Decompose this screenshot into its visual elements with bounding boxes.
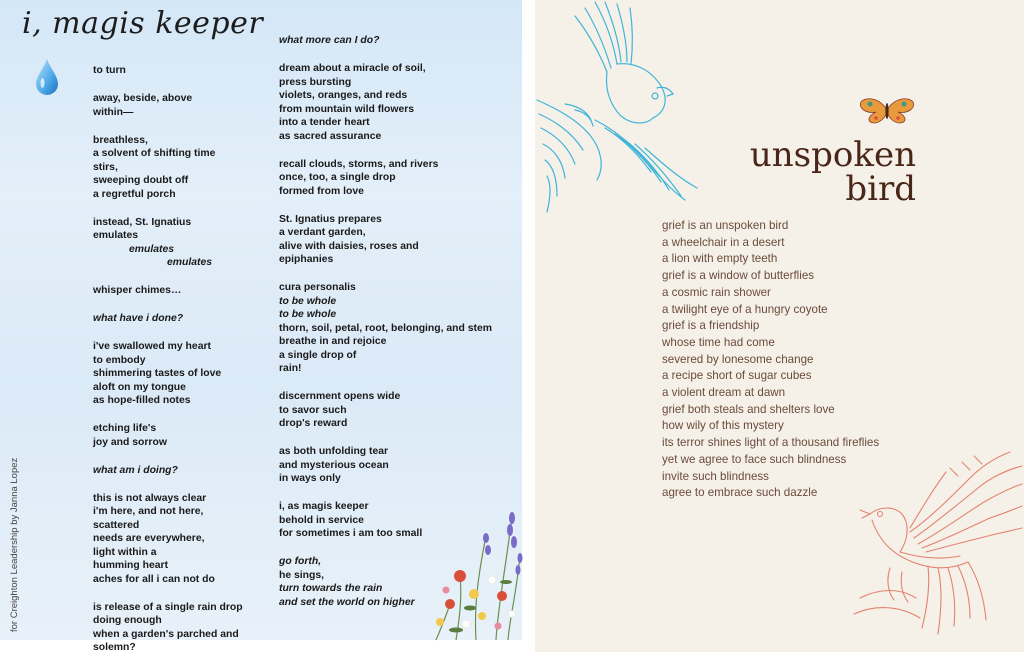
poem-line: rain! (279, 363, 302, 374)
water-drop-icon (34, 58, 60, 96)
poem-line: for sometimes i am too small (279, 528, 423, 539)
red-bird-illustration (850, 448, 1024, 640)
left-poem-page (0, 0, 522, 653)
poem-line: when a garden's parched and (93, 628, 239, 640)
poem-line: humming heart (93, 560, 169, 571)
poem-line: stirs, (93, 161, 118, 173)
poem-line: discernment opens wide (279, 391, 401, 402)
poem-line: is release of a single rain drop (93, 601, 243, 613)
poem-line: alive with daisies, roses and (279, 240, 419, 252)
poem-line: and set the world on higher (279, 596, 415, 608)
poem-line: a regretful porch (93, 188, 176, 200)
poem-line: doing enough (93, 615, 162, 626)
poem-line: violets, oranges, and reds (279, 90, 408, 101)
poem-line: needs are everywhere, (93, 533, 205, 544)
poem-line: turn towards the rain (279, 583, 383, 594)
poem-line: solemn? (93, 642, 136, 653)
blue-bird-illustration (535, 0, 705, 215)
poem-line: sweeping doubt off (93, 175, 189, 186)
poem-line: what am i doing? (93, 464, 178, 476)
poem-line: St. Ignatius prepares (279, 213, 382, 225)
poem-line: etching life's (93, 423, 157, 434)
poem-line: joy and sorrow (93, 436, 167, 448)
poem-line: a wheelchair in a desert (662, 235, 785, 249)
right-title-line-1: unspoken (749, 135, 916, 175)
poem-line: from mountain wild flowers (279, 103, 415, 115)
poem-line: go forth, (279, 556, 322, 567)
poem-line: this is not always clear (93, 492, 207, 504)
poem-line: a single drop of (279, 349, 357, 361)
poem-line: and mysterious ocean (279, 459, 389, 471)
poem-line: a cosmic rain shower (662, 285, 771, 299)
poem-line: aches for all i can not do (93, 573, 215, 585)
poem-line: drop's reward (279, 418, 348, 429)
poem-line: as hope-filled notes (93, 395, 191, 406)
poem-line: recall clouds, storms, and rivers (279, 158, 439, 170)
poem-line: thorn, soil, petal, root, belonging, and stem (279, 322, 493, 334)
poem-line: how wily of this mystery (662, 419, 784, 433)
left-poem-title: i, magis keeper (22, 6, 264, 41)
poem-line: dream about a miracle of soil, (279, 63, 426, 74)
poem-line: in ways only (279, 473, 341, 484)
poem-line: emulates (167, 257, 213, 268)
poem-line: whose time had come (662, 335, 775, 349)
poem-line: to be whole (279, 309, 337, 320)
poem-line: a verdant garden, (279, 227, 366, 238)
poem-line: away, beside, above (93, 93, 193, 104)
poem-line: a lion with empty teeth (662, 252, 778, 266)
poem-line: breathless, (93, 134, 148, 146)
poem-line: what have i done? (93, 313, 184, 324)
poem-line: i, as magis keeper (279, 501, 369, 512)
unspoken-bird-poem (662, 218, 879, 502)
poem-line: a twilight eye of a hungry coyote (662, 302, 828, 316)
poem-line: to be whole (279, 295, 337, 307)
poem-line: grief both steals and shelters love (662, 402, 835, 416)
poem-line: epiphanies (279, 254, 334, 265)
poem-line: formed from love (279, 185, 364, 197)
poem-column-1 (93, 64, 273, 669)
poem-line: what more can I do? (279, 35, 380, 46)
poem-line: once, too, a single drop (279, 172, 396, 183)
poem-line: to savor such (279, 404, 347, 416)
poem-line: behold in service (279, 514, 364, 526)
poem-line: severed by lonesome change (662, 352, 814, 366)
poem-line: a solvent of shifting time (93, 148, 216, 159)
poem-line: as sacred assurance (279, 130, 382, 142)
right-poem-title (740, 135, 916, 209)
poem-line: i'm here, and not here, (93, 506, 204, 517)
butterfly-icon (858, 96, 916, 124)
poem-line: a violent dream at dawn (662, 386, 786, 400)
poem-line: as both unfolding tear (279, 446, 389, 457)
poem-line: aloft on my tongue (93, 381, 186, 393)
author-credit: for Creighton Leadership by Janna Lopez (9, 457, 20, 632)
poem-line: i've swallowed my heart (93, 341, 211, 352)
poem-line: scattered (93, 519, 140, 531)
poem-line: into a tender heart (279, 117, 370, 128)
poem-line: press bursting (279, 76, 352, 88)
poem-line: cura personalis (279, 282, 356, 293)
poem-line: emulates (93, 230, 139, 241)
poem-line: instead, St. Ignatius (93, 216, 192, 228)
poem-line: its terror shines light of a thousand fireflies (662, 436, 880, 450)
wildflowers-illustration (416, 496, 522, 640)
poem-line: invite such blindness (662, 469, 769, 483)
poem-line: agree to embrace such dazzle (662, 486, 818, 500)
right-title-line-2: bird (845, 169, 916, 209)
poem-line: to turn (93, 65, 126, 76)
poem-line: whisper chimes… (93, 285, 182, 296)
poem-line: grief is a friendship (662, 319, 760, 333)
poem-line: within— (93, 106, 134, 118)
poem-line: he sings, (279, 569, 325, 581)
poem-line: light within a (93, 546, 157, 558)
poem-line: grief is a window of butterflies (662, 269, 815, 283)
poem-line: shimmering tastes of love (93, 368, 222, 379)
poem-line: a recipe short of sugar cubes (662, 369, 812, 383)
poem-line: grief is an unspoken bird (662, 219, 789, 232)
poem-line: yet we agree to face such blindness (662, 452, 847, 466)
poem-line: to embody (93, 354, 146, 366)
poem-line: breathe in and rejoice (279, 336, 387, 347)
poem-line: emulates (129, 243, 175, 255)
